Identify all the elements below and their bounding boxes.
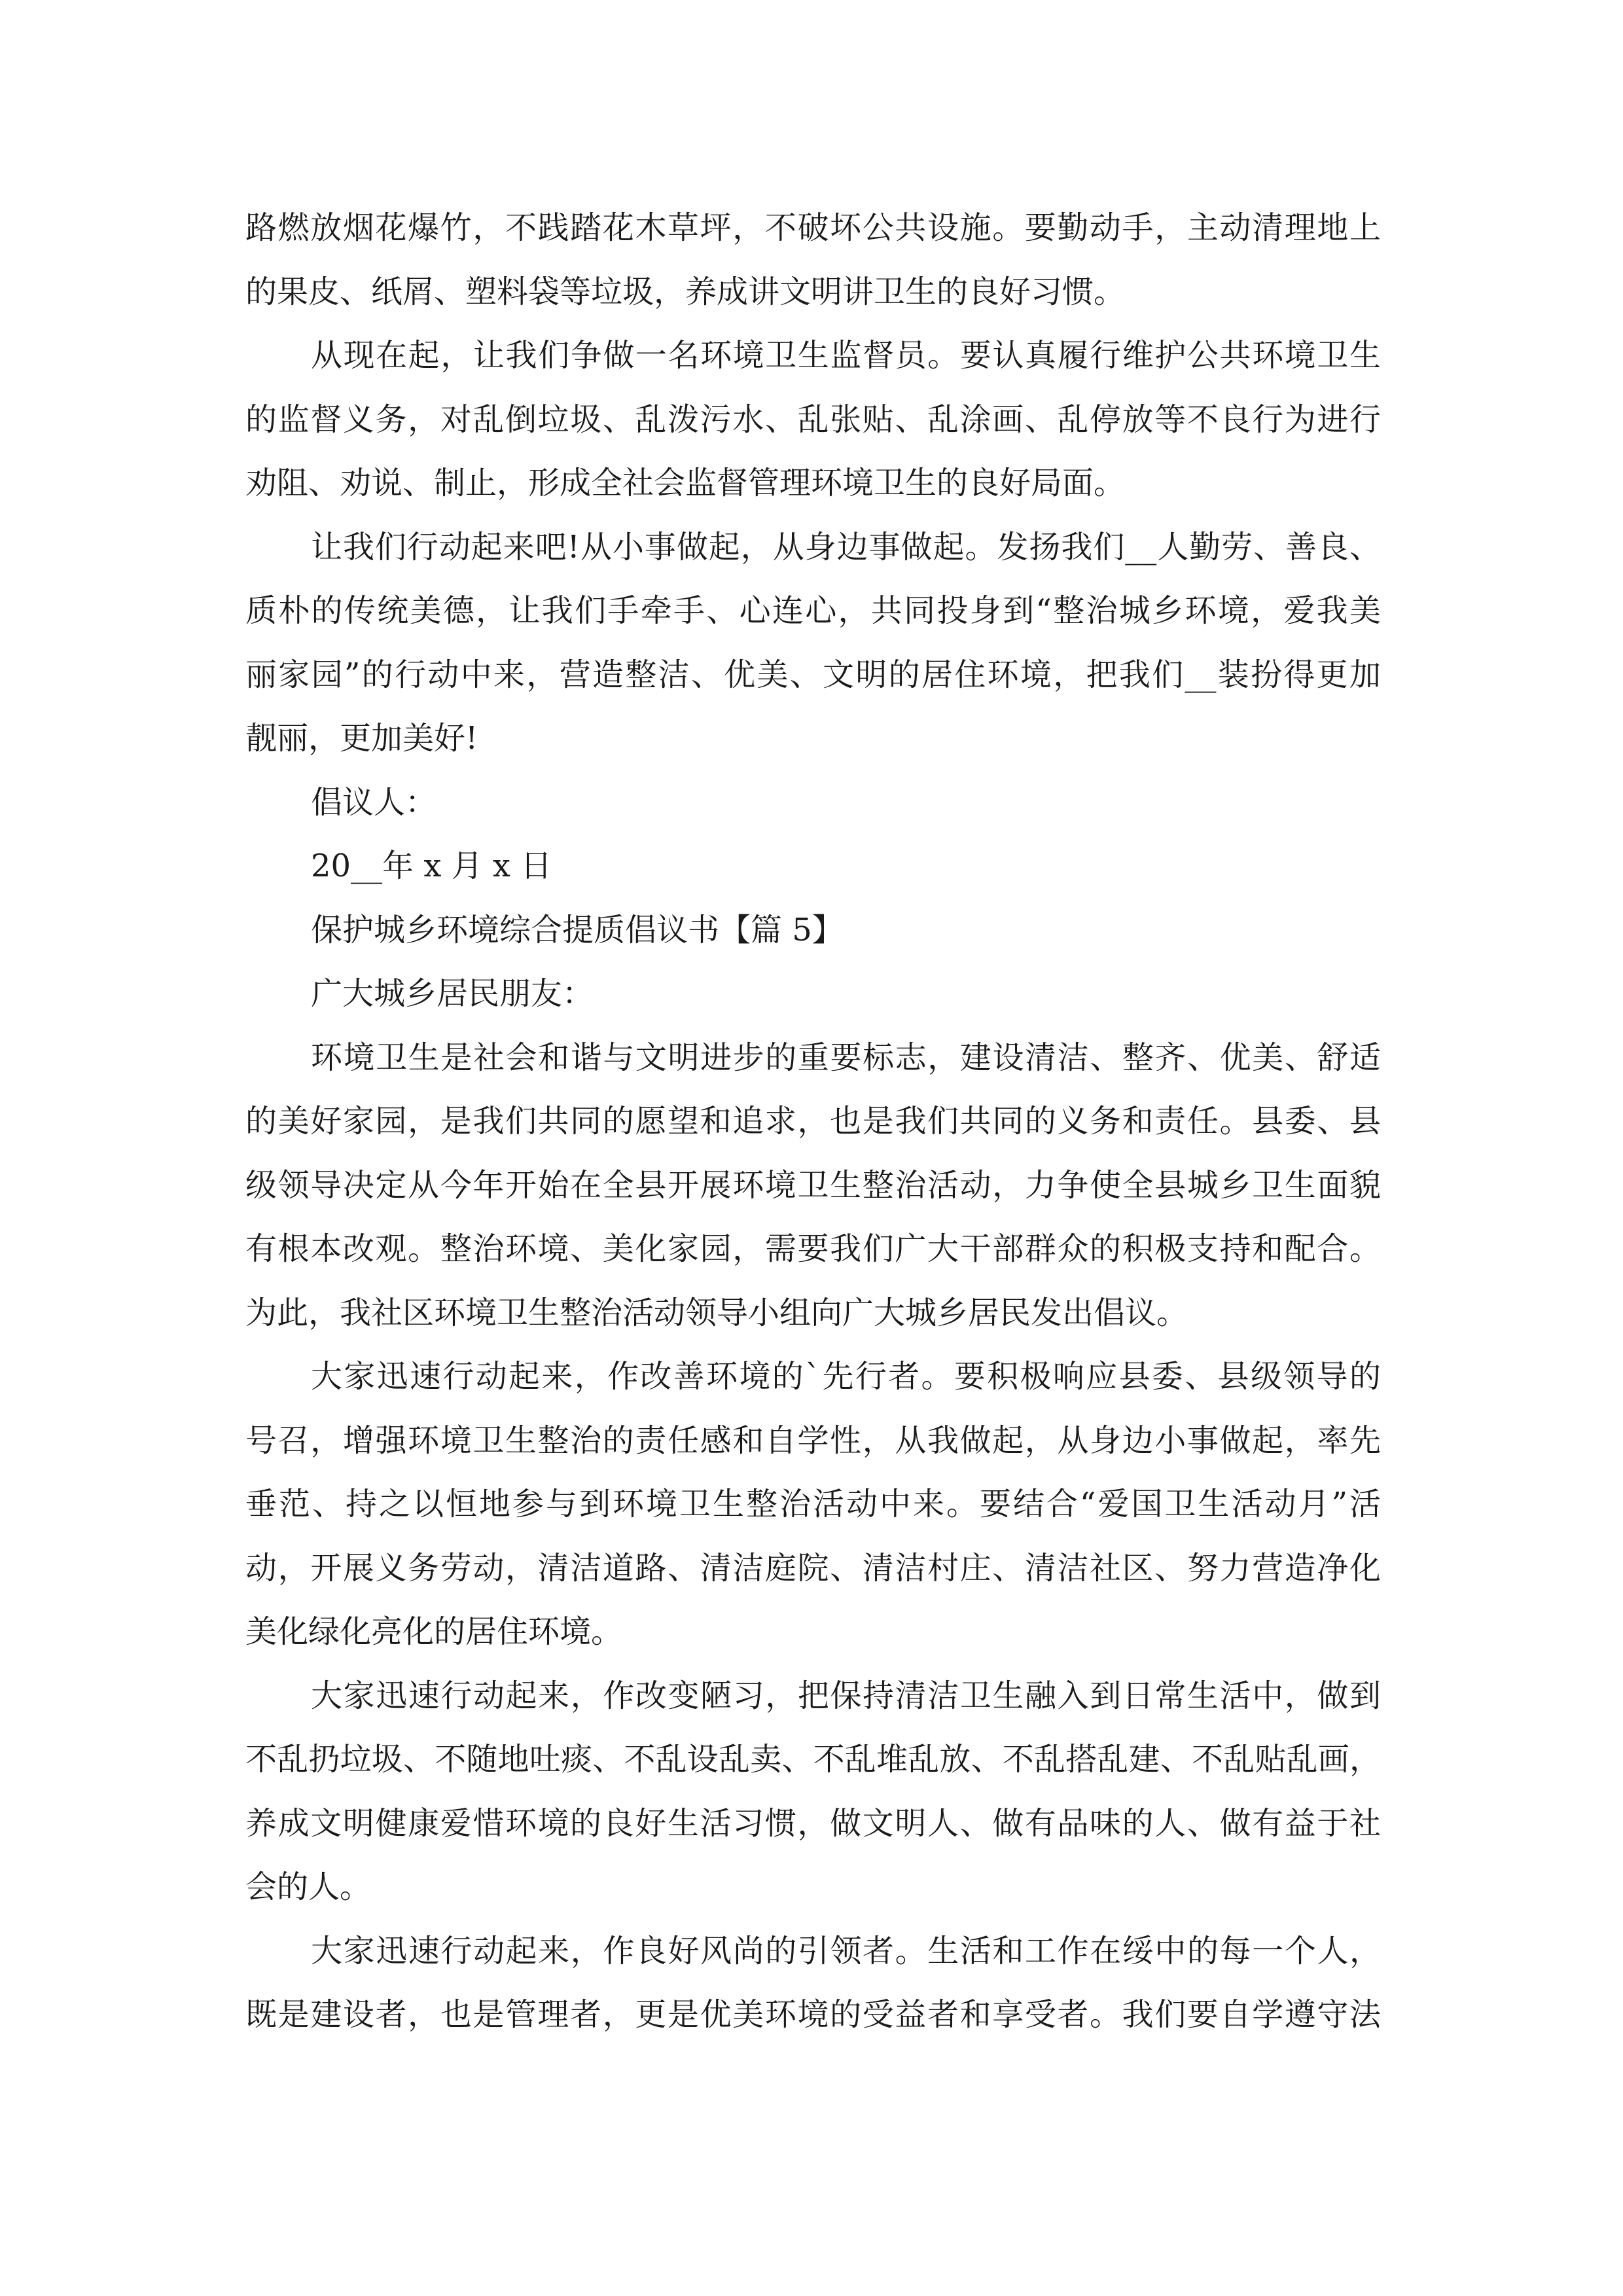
text-line: 的果皮、纸屑、塑料袋等垃圾，养成讲文明讲卫生的良好习惯。 xyxy=(245,273,1126,310)
paragraph-first-line: 从现在起，让我们争做一名环境卫生监督员。要认真履行维护公共环境卫生 xyxy=(311,337,1381,374)
paragraph-first-line: 让我们行动起来吧!从小事做起，从身边事做起。发扬我们__人勤劳、善良、 xyxy=(311,528,1381,565)
text-line: 的监督义务，对乱倒垃圾、乱泼污水、乱张贴、乱涂画、乱停放等不良行为进行 xyxy=(245,401,1381,438)
document-body xyxy=(245,196,1381,2047)
date-line: 20__年 x 月 x 日 xyxy=(311,848,552,884)
text-line: 既是建设者，也是管理者，更是优美环境的受益者和享受者。我们要自学遵守法 xyxy=(245,1996,1381,2033)
text-line: 有根本改观。整治环境、美化家园，需要我们广大干部群众的积极支持和配合。 xyxy=(245,1230,1381,1267)
signature-label: 倡议人： xyxy=(311,783,437,821)
text-line: 路燃放烟花爆竹，不践踏花木草坪，不破坏公共设施。要勤动手，主动清理地上 xyxy=(245,209,1381,246)
text-line: 会的人。 xyxy=(245,1869,372,1905)
text-line: 级领导决定从今年开始在全县开展环境卫生整治活动，力争使全县城乡卫生面貌 xyxy=(245,1166,1381,1204)
text-line: 为此，我社区环境卫生整治活动领导小组向广大城乡居民发出倡议。 xyxy=(245,1294,1188,1331)
text-line: 养成文明健康爱惜环境的良好生活习惯，做文明人、做有品味的人、做有益于社 xyxy=(245,1804,1381,1842)
paragraph-first-line: 大家迅速行动起来，作良好风尚的引领者。生活和工作在绥中的每一个人， xyxy=(311,1932,1381,1969)
text-line: 丽家园”的行动中来，营造整洁、优美、文明的居住环境，把我们__装扮得更加 xyxy=(245,656,1381,693)
section-title: 保护城乡环境综合提质倡议书【篇 5】 xyxy=(311,911,844,948)
text-line: 质朴的传统美德，让我们手牵手、心连心，共同投身到“整治城乡环境，爱我美 xyxy=(245,592,1381,629)
text-line: 不乱扔垃圾、不随地吐痰、不乱设乱卖、不乱堆乱放、不乱搭乱建、不乱贴乱画， xyxy=(245,1741,1381,1778)
text-line: 动，开展义务劳动，清洁道路、清洁庭院、清洁村庄、清洁社区、努力营造净化 xyxy=(245,1549,1381,1587)
text-line: 的美好家园，是我们共同的愿望和追求，也是我们共同的义务和责任。县委、县 xyxy=(245,1103,1381,1139)
text-line: 美化绿化亮化的居住环境。 xyxy=(245,1613,623,1650)
text-line: 靓丽，更加美好! xyxy=(245,720,478,757)
paragraph-first-line: 大家迅速行动起来，作改善环境的`先行者。要积极响应县委、县级领导的 xyxy=(311,1358,1381,1395)
text-line: 号召，增强环境卫生整治的责任感和自学性，从我做起，从身边小事做起，率先 xyxy=(245,1422,1381,1459)
paragraph-first-line: 环境卫生是社会和谐与文明进步的重要标志，建设清洁、整齐、优美、舒适 xyxy=(311,1039,1381,1076)
text-line: 劝阻、劝说、制止，形成全社会监督管理环境卫生的良好局面。 xyxy=(245,465,1126,501)
salutation: 广大城乡居民朋友： xyxy=(311,975,594,1012)
text-line: 垂范、持之以恒地参与到环境卫生整治活动中来。要结合“爱国卫生活动月”活 xyxy=(245,1486,1381,1522)
paragraph-first-line: 大家迅速行动起来，作改变陋习，把保持清洁卫生融入到日常生活中，做到 xyxy=(311,1677,1381,1714)
